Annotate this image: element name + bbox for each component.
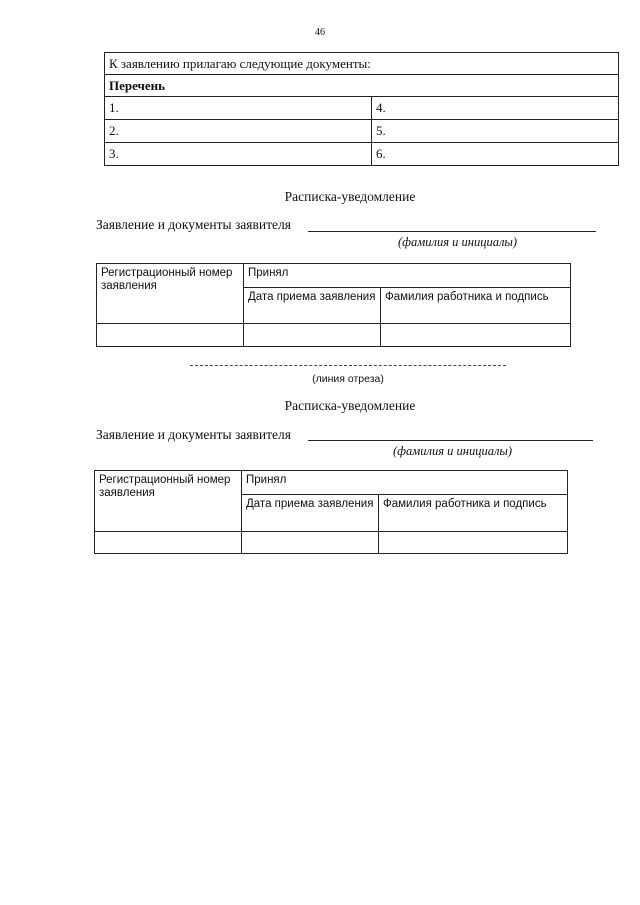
documents-table (104, 52, 619, 166)
receipt-1-accepted-header: Принял (244, 264, 571, 288)
receipt-1-table (96, 263, 571, 347)
receipt-1-hint: (фамилия и инициалы) (398, 235, 518, 249)
receipt-1-statement: Заявление и документы заявителя (96, 217, 291, 232)
receipt-1-date-header: Дата приема заявления (244, 288, 381, 324)
receipt-2-hint: (фамилия и инициалы) (393, 444, 513, 458)
table-row (105, 120, 619, 143)
table-row (97, 324, 571, 347)
receipt-2-date-cell (242, 532, 379, 554)
receipt-1-reg-cell (97, 324, 244, 347)
receipt-2-employee-header: Фамилия работника и подпись (379, 495, 568, 532)
receipt-1-employee-cell (381, 324, 571, 347)
receipt-1-reg-header: Регистрационный номер заявления (97, 264, 244, 324)
documents-list-heading: Перечень (105, 75, 619, 97)
receipt-2-date-header: Дата приема заявления (242, 495, 379, 532)
table-row (105, 97, 619, 120)
receipt-2-statement: Заявление и документы заявителя (96, 427, 291, 442)
table-row (95, 532, 568, 554)
receipt-2-reg-cell (95, 532, 242, 554)
page-number: 46 (315, 27, 325, 38)
list-item: 4. (372, 97, 619, 120)
list-item: 2. (105, 120, 372, 143)
receipt-2-title: Расписка-уведомление (284, 398, 416, 413)
receipt-2-accepted-header: Принял (242, 471, 568, 495)
cut-line-label: (линия отреза) (312, 373, 384, 385)
receipt-2-name-line (308, 440, 593, 441)
table-row (105, 143, 619, 166)
documents-intro: К заявлению прилагаю следующие документы: (105, 53, 619, 75)
receipt-1-title: Расписка-уведомление (284, 189, 416, 204)
receipt-1-employee-header: Фамилия работника и подпись (381, 288, 571, 324)
list-item: 6. (372, 143, 619, 166)
receipt-2-employee-cell (379, 532, 568, 554)
cut-line (190, 365, 506, 366)
receipt-1-name-line (308, 231, 596, 232)
receipt-2-table (94, 470, 568, 554)
list-item: 3. (105, 143, 372, 166)
list-item: 5. (372, 120, 619, 143)
receipt-1-date-cell (244, 324, 381, 347)
list-item: 1. (105, 97, 372, 120)
receipt-2-reg-header: Регистрационный номер заявления (95, 471, 242, 532)
